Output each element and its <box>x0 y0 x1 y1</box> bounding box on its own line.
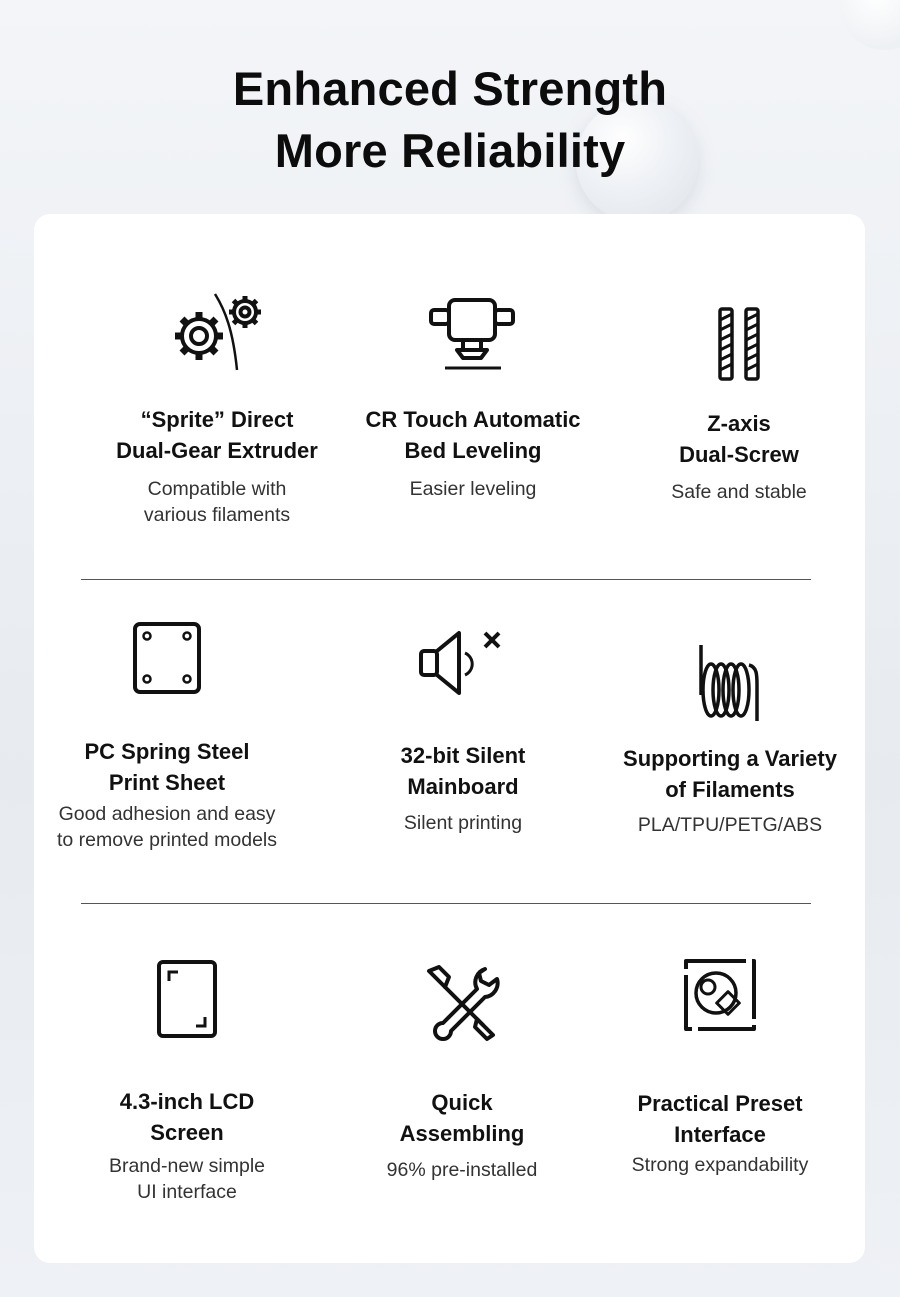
dual-gear-icon <box>167 290 267 372</box>
cr-touch-probe-icon <box>427 296 519 372</box>
speaker-muted-icon <box>415 621 511 709</box>
page-headline <box>0 58 900 182</box>
feature-lcd-screen <box>42 903 332 1263</box>
feature-dual-screw <box>594 214 884 544</box>
feature-desc: PLA/TPU/PETG/ABS <box>637 814 823 836</box>
tools-icon <box>421 961 503 1043</box>
feature-desc: Compatible with various filaments <box>143 478 291 526</box>
feature-desc: Safe and stable <box>671 481 807 503</box>
dual-screw-icon <box>717 306 761 382</box>
preset-interface-icon <box>682 957 758 1033</box>
feature-quick-assembling <box>317 903 607 1263</box>
feature-print-sheet <box>22 579 312 909</box>
feature-title: Quick Assembling <box>399 1090 525 1146</box>
feature-desc: Brand-new simple UI interface <box>108 1155 266 1203</box>
headline-line-1: Enhanced Strength <box>232 62 668 115</box>
feature-title: “Sprite” Direct Dual-Gear Extruder <box>116 407 318 463</box>
feature-title: Practical Preset Interface <box>637 1091 803 1147</box>
feature-title: CR Touch Automatic Bed Leveling <box>365 407 581 463</box>
features-card <box>34 214 865 1263</box>
filament-spool-icon <box>695 635 765 725</box>
feature-title: PC Spring Steel Print Sheet <box>84 739 250 795</box>
print-sheet-icon <box>132 621 202 695</box>
feature-filaments <box>585 579 875 909</box>
feature-desc: Silent printing <box>403 812 523 834</box>
feature-bed-leveling <box>328 214 618 544</box>
feature-desc: Strong expandability <box>631 1154 809 1176</box>
headline-line-2: More Reliability <box>274 124 626 177</box>
background-orb-corner <box>840 0 900 50</box>
feature-title: 4.3-inch LCD Screen <box>119 1089 255 1145</box>
feature-desc: 96% pre-installed <box>386 1159 538 1181</box>
feature-extruder <box>72 214 362 544</box>
feature-preset-interface <box>575 903 865 1263</box>
feature-desc: Good adhesion and easy to remove printed models <box>56 803 278 851</box>
feature-title: Supporting a Variety of Filaments <box>623 746 837 802</box>
feature-silent-mainboard <box>318 579 608 909</box>
lcd-screen-icon <box>156 959 218 1039</box>
feature-title: Z-axis Dual-Screw <box>679 411 799 467</box>
feature-desc: Easier leveling <box>409 478 537 500</box>
feature-title: 32-bit Silent Mainboard <box>400 743 526 799</box>
